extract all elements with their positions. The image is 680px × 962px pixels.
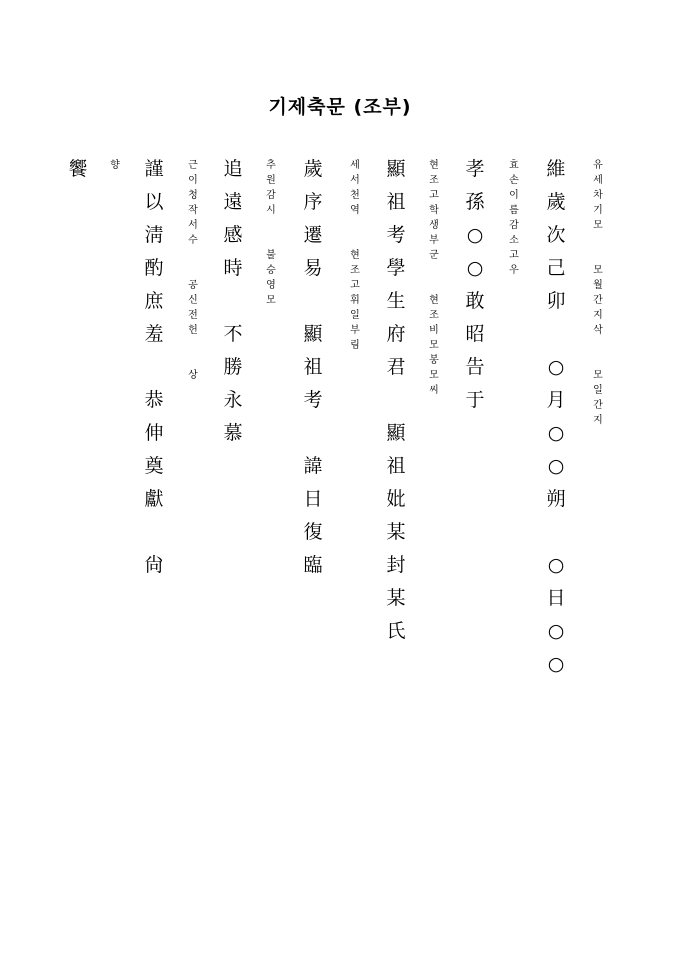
hanja-char: 永 [223,389,243,411]
reading-char: 조 [429,310,439,321]
hanja-char: 次 [546,224,566,246]
hanja-char: 顯 [303,323,323,345]
hanja-column-12 [139,153,169,582]
hanja-char: 日 [546,587,566,609]
reading-char: 현 [350,250,360,261]
reading-char: 감 [509,220,519,231]
reading-char: 모 [593,265,603,276]
hanja-char: 妣 [386,488,406,510]
hanja-char: 敢 [465,290,485,312]
reading-char: 근 [188,160,198,171]
spacer [139,516,169,549]
hanja-char: 庶 [144,290,164,312]
hanja-char: ○ [547,422,565,444]
hanja-char: 尙 [144,554,164,576]
hanja-char: 告 [465,356,485,378]
reading-column-1 [591,158,605,428]
reading-char: 간 [593,400,603,411]
spacer [427,278,441,293]
reading-char: 효 [509,160,519,171]
hanja-char: 以 [144,191,164,213]
hanja-char: 臨 [303,554,323,576]
reading-column-3 [507,158,521,278]
hanja-char: 考 [303,389,323,411]
hanja-char: 歲 [303,158,323,180]
reading-char: 고 [509,250,519,261]
hanja-char: 歲 [546,191,566,213]
spacer [298,417,328,450]
reading-char: 서 [350,175,360,186]
reading-char: 삭 [593,325,603,336]
spacer [541,318,571,351]
hanja-char: 諱 [303,455,323,477]
reading-char: 작 [188,205,198,216]
spacer [427,263,441,278]
spacer [218,285,248,318]
hanja-char: 府 [386,323,406,345]
reading-char: 림 [350,340,360,351]
hanja-char: 祖 [386,455,406,477]
reading-char: 차 [593,190,603,201]
spacer [591,353,605,368]
reading-char: 시 [266,205,276,216]
hanja-column-10 [218,153,248,450]
reading-char: 영 [266,280,276,291]
hanja-char: 月 [546,389,566,411]
hanja-char: 某 [386,521,406,543]
reading-char: 모 [429,340,439,351]
hanja-column-4 [460,153,490,417]
spacer [186,338,200,353]
reading-column-13 [108,158,122,173]
hanja-char: 孝 [465,158,485,180]
spacer [541,516,571,549]
hanja-char: 淸 [144,224,164,246]
hanja-char: ○ [547,455,565,477]
reading-char: 군 [429,250,439,261]
reading-char: 천 [350,190,360,201]
hanja-char: 恭 [144,389,164,411]
reading-char: 고 [429,190,439,201]
reading-char: 휘 [350,295,360,306]
reading-char: 승 [266,265,276,276]
reading-char: 이 [509,190,519,201]
reading-char: 기 [593,205,603,216]
hanja-char: 酌 [144,257,164,279]
hanja-char: 孫 [465,191,485,213]
hanja-char: 維 [546,158,566,180]
reading-char: 공 [188,280,198,291]
hanja-char: ○ [547,356,565,378]
reading-char: 유 [593,160,603,171]
spacer [348,233,362,248]
hanja-column-8 [298,153,328,582]
reading-column-11 [186,158,200,383]
spacer [139,351,169,384]
reading-char: 생 [429,220,439,231]
reading-column-7 [348,158,362,353]
reading-char: 감 [266,190,276,201]
spacer [186,248,200,263]
hanja-char: 序 [303,191,323,213]
hanja-char: 學 [386,257,406,279]
spacer [591,248,605,263]
spacer [264,218,278,233]
reading-char: 현 [429,295,439,306]
hanja-char: 奠 [144,455,164,477]
reading-char: 모 [593,370,603,381]
reading-char: 현 [429,160,439,171]
hanja-char: 卯 [546,290,566,312]
hanja-char: 伸 [144,422,164,444]
hanja-char: 祖 [303,356,323,378]
reading-char: 일 [350,310,360,321]
hanja-column-2 [541,153,571,681]
hanja-char: 顯 [386,422,406,444]
reading-char: 조 [429,175,439,186]
hanja-char: 祖 [386,191,406,213]
reading-char: 씨 [429,385,439,396]
reading-char: 전 [188,310,198,321]
hanja-char: 某 [386,587,406,609]
spacer [381,384,411,417]
reading-char: 름 [509,205,519,216]
hanja-char: 追 [223,158,243,180]
reading-char: 불 [266,250,276,261]
hanja-char: 獻 [144,488,164,510]
hanja-char: ○ [547,554,565,576]
hanja-char: 封 [386,554,406,576]
hanja-char: ○ [547,653,565,675]
reading-char: 고 [350,280,360,291]
hanja-char: 感 [223,224,243,246]
page-title: 기제축문 (조부) [268,96,412,118]
spacer [186,353,200,368]
hanja-char: 遠 [223,191,243,213]
reading-char: 모 [593,220,603,231]
hanja-column-14 [63,153,93,186]
reading-char: 지 [593,415,603,426]
hanja-char: 于 [465,389,485,411]
reading-char: 우 [509,265,519,276]
hanja-char: 日 [303,488,323,510]
hanja-char: 顯 [386,158,406,180]
spacer [348,218,362,233]
reading-char: 향 [110,160,120,171]
hanja-char: ○ [466,257,484,279]
spacer [186,263,200,278]
hanja-char: ○ [547,620,565,642]
reading-char: 신 [188,295,198,306]
reading-char: 서 [188,220,198,231]
spacer [264,233,278,248]
reading-char: 추 [266,160,276,171]
hanja-char: 易 [303,257,323,279]
hanja-column-6 [381,153,411,648]
hanja-char: 慕 [223,422,243,444]
reading-char: 모 [266,295,276,306]
reading-char: 이 [188,175,198,186]
reading-column-5 [427,158,441,398]
reading-char: 세 [350,160,360,171]
hanja-char: 不 [223,323,243,345]
reading-char: 모 [429,370,439,381]
hanja-char: 羞 [144,323,164,345]
reading-char: 일 [593,385,603,396]
reading-char: 소 [509,235,519,246]
hanja-char: 朔 [546,488,566,510]
reading-char: 비 [429,325,439,336]
spacer [591,338,605,353]
reading-char: 봉 [429,355,439,366]
reading-char: 청 [188,190,198,201]
hanja-char: 考 [386,224,406,246]
hanja-char: 謹 [144,158,164,180]
reading-char: 헌 [188,325,198,336]
reading-column-9 [264,158,278,308]
reading-char: 월 [593,280,603,291]
hanja-char: 氏 [386,620,406,642]
reading-char: 부 [429,235,439,246]
hanja-char: 勝 [223,356,243,378]
reading-char: 원 [266,175,276,186]
hanja-char: 君 [386,356,406,378]
reading-char: 부 [350,325,360,336]
hanja-char: 饗 [68,158,88,180]
hanja-char: ○ [466,224,484,246]
reading-char: 조 [350,265,360,276]
spacer [298,285,328,318]
reading-char: 상 [188,370,198,381]
reading-char: 역 [350,205,360,216]
reading-char: 지 [593,310,603,321]
spacer [591,233,605,248]
hanja-char: 遷 [303,224,323,246]
hanja-char: 復 [303,521,323,543]
reading-char: 학 [429,205,439,216]
reading-char: 수 [188,235,198,246]
reading-char: 손 [509,175,519,186]
reading-char: 간 [593,295,603,306]
hanja-char: 時 [223,257,243,279]
reading-char: 세 [593,175,603,186]
hanja-char: 己 [546,257,566,279]
hanja-char: 生 [386,290,406,312]
hanja-char: 昭 [465,323,485,345]
